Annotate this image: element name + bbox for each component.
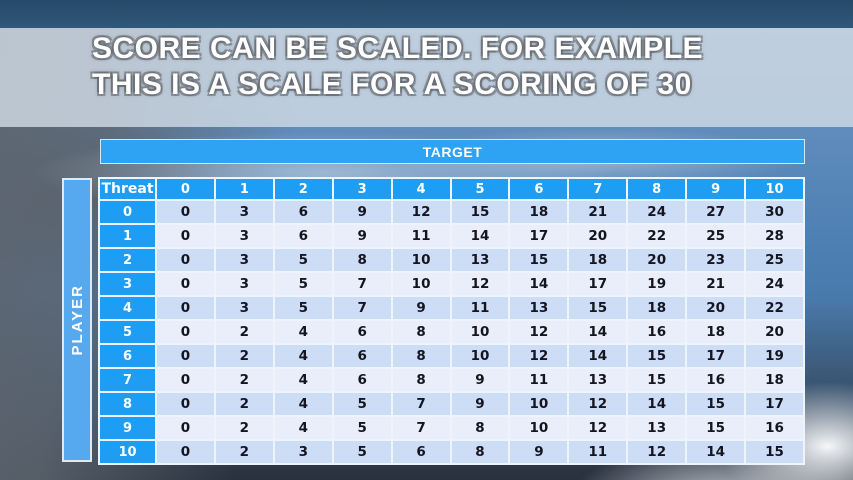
- player-header-bar: [62, 178, 92, 462]
- score-cell: 0: [156, 272, 215, 296]
- score-cell: 8: [392, 344, 451, 368]
- score-cell: 15: [509, 248, 568, 272]
- target-col-header: 2: [274, 178, 333, 200]
- target-col-header: 9: [686, 178, 745, 200]
- title-line-2: THIS IS A SCALE FOR A SCORING OF 30: [92, 68, 692, 101]
- score-cell: 2: [215, 416, 274, 440]
- score-cell: 7: [333, 272, 392, 296]
- score-cell: 22: [745, 296, 804, 320]
- score-cell: 10: [392, 248, 451, 272]
- score-row: [99, 224, 804, 248]
- score-cell: 8: [392, 368, 451, 392]
- score-cell: 10: [509, 392, 568, 416]
- score-cell: 13: [451, 248, 510, 272]
- score-cell: 7: [392, 392, 451, 416]
- score-cell: 6: [274, 200, 333, 224]
- threat-row-header: 10: [99, 440, 156, 464]
- score-cell: 2: [215, 440, 274, 464]
- score-cell: 21: [686, 272, 745, 296]
- score-cell: 4: [274, 320, 333, 344]
- score-cell: 6: [333, 320, 392, 344]
- score-cell: 14: [627, 392, 686, 416]
- target-col-header: 10: [745, 178, 804, 200]
- score-cell: 0: [156, 296, 215, 320]
- score-table-body: [99, 200, 804, 464]
- target-col-header: 1: [215, 178, 274, 200]
- score-cell: 9: [451, 392, 510, 416]
- title-band: [0, 28, 853, 127]
- score-cell: 23: [686, 248, 745, 272]
- score-cell: 12: [568, 416, 627, 440]
- score-cell: 2: [215, 344, 274, 368]
- score-cell: 0: [156, 224, 215, 248]
- score-cell: 15: [686, 392, 745, 416]
- score-cell: 8: [333, 248, 392, 272]
- score-cell: 16: [745, 416, 804, 440]
- score-table-head: [99, 178, 804, 200]
- threat-row-header: 5: [99, 320, 156, 344]
- score-cell: 12: [627, 440, 686, 464]
- score-cell: 20: [627, 248, 686, 272]
- score-cell: 24: [745, 272, 804, 296]
- score-cell: 0: [156, 416, 215, 440]
- score-cell: 6: [333, 368, 392, 392]
- score-cell: 4: [274, 416, 333, 440]
- score-cell: 12: [451, 272, 510, 296]
- threat-row-header: 4: [99, 296, 156, 320]
- score-row: [99, 320, 804, 344]
- score-cell: 15: [451, 200, 510, 224]
- score-cell: 15: [627, 368, 686, 392]
- score-cell: 13: [568, 368, 627, 392]
- score-cell: 11: [451, 296, 510, 320]
- score-cell: 6: [392, 440, 451, 464]
- score-cell: 10: [509, 416, 568, 440]
- score-cell: 9: [509, 440, 568, 464]
- score-cell: 16: [686, 368, 745, 392]
- target-col-header: 7: [568, 178, 627, 200]
- target-col-header: 3: [333, 178, 392, 200]
- score-cell: 0: [156, 320, 215, 344]
- score-cell: 10: [392, 272, 451, 296]
- score-cell: 3: [215, 200, 274, 224]
- threat-row-header: 3: [99, 272, 156, 296]
- score-cell: 17: [745, 392, 804, 416]
- target-col-header: 0: [156, 178, 215, 200]
- score-cell: 30: [745, 200, 804, 224]
- score-cell: 9: [333, 224, 392, 248]
- score-row: [99, 200, 804, 224]
- player-label: PLAYER: [68, 284, 86, 356]
- score-cell: 14: [509, 272, 568, 296]
- target-header-bar: [100, 139, 805, 164]
- score-cell: 14: [568, 344, 627, 368]
- score-cell: 18: [745, 368, 804, 392]
- threat-row-header: 7: [99, 368, 156, 392]
- score-cell: 15: [745, 440, 804, 464]
- score-cell: 5: [274, 296, 333, 320]
- score-cell: 27: [686, 200, 745, 224]
- score-cell: 0: [156, 200, 215, 224]
- target-col-header: 5: [451, 178, 510, 200]
- score-cell: 2: [215, 392, 274, 416]
- score-cell: 17: [568, 272, 627, 296]
- score-cell: 18: [686, 320, 745, 344]
- score-cell: 5: [274, 272, 333, 296]
- target-col-header: 6: [509, 178, 568, 200]
- score-cell: 13: [509, 296, 568, 320]
- score-cell: 3: [274, 440, 333, 464]
- score-row: [99, 440, 804, 464]
- score-cell: 4: [274, 344, 333, 368]
- threat-row-header: 9: [99, 416, 156, 440]
- score-cell: 20: [745, 320, 804, 344]
- score-cell: 3: [215, 224, 274, 248]
- score-cell: 19: [745, 344, 804, 368]
- score-cell: 12: [568, 392, 627, 416]
- score-cell: 9: [333, 200, 392, 224]
- score-cell: 15: [627, 344, 686, 368]
- score-cell: 7: [392, 416, 451, 440]
- score-cell: 18: [627, 296, 686, 320]
- score-cell: 19: [627, 272, 686, 296]
- score-cell: 0: [156, 344, 215, 368]
- score-cell: 12: [509, 344, 568, 368]
- score-cell: 9: [451, 368, 510, 392]
- score-cell: 3: [215, 248, 274, 272]
- score-cell: 8: [392, 320, 451, 344]
- sky-top-band: [0, 0, 853, 28]
- score-cell: 6: [274, 224, 333, 248]
- score-row: [99, 344, 804, 368]
- score-row: [99, 368, 804, 392]
- score-cell: 5: [274, 248, 333, 272]
- score-cell: 14: [686, 440, 745, 464]
- score-cell: 12: [509, 320, 568, 344]
- score-cell: 18: [509, 200, 568, 224]
- score-cell: 5: [333, 440, 392, 464]
- slide-title: [92, 31, 703, 103]
- target-label: TARGET: [422, 143, 483, 160]
- score-cell: 11: [568, 440, 627, 464]
- threat-row-header: 0: [99, 200, 156, 224]
- score-cell: 21: [568, 200, 627, 224]
- score-cell: 0: [156, 368, 215, 392]
- score-cell: 17: [509, 224, 568, 248]
- target-col-header: 8: [627, 178, 686, 200]
- score-cell: 0: [156, 440, 215, 464]
- score-cell: 11: [392, 224, 451, 248]
- score-cell: 4: [274, 392, 333, 416]
- score-cell: 2: [215, 368, 274, 392]
- score-cell: 12: [392, 200, 451, 224]
- threat-row-header: 6: [99, 344, 156, 368]
- score-cell: 28: [745, 224, 804, 248]
- score-cell: 10: [451, 344, 510, 368]
- score-cell: 14: [568, 320, 627, 344]
- score-cell: 22: [627, 224, 686, 248]
- score-cell: 25: [745, 248, 804, 272]
- score-cell: 15: [568, 296, 627, 320]
- score-cell: 0: [156, 248, 215, 272]
- score-cell: 8: [451, 440, 510, 464]
- score-cell: 4: [274, 368, 333, 392]
- score-cell: 15: [686, 416, 745, 440]
- threat-row-header: 2: [99, 248, 156, 272]
- score-cell: 8: [451, 416, 510, 440]
- score-cell: 16: [627, 320, 686, 344]
- score-cell: 5: [333, 416, 392, 440]
- score-cell: 7: [333, 296, 392, 320]
- score-cell: 6: [333, 344, 392, 368]
- score-cell: 13: [627, 416, 686, 440]
- threat-corner-cell: Threat: [99, 178, 156, 200]
- score-cell: 18: [568, 248, 627, 272]
- score-row: [99, 272, 804, 296]
- score-table: [98, 177, 805, 465]
- score-cell: 25: [686, 224, 745, 248]
- score-cell: 14: [451, 224, 510, 248]
- score-row: [99, 392, 804, 416]
- score-cell: 20: [568, 224, 627, 248]
- score-cell: 10: [451, 320, 510, 344]
- score-cell: 9: [392, 296, 451, 320]
- score-cell: 0: [156, 392, 215, 416]
- score-cell: 2: [215, 320, 274, 344]
- score-cell: 17: [686, 344, 745, 368]
- score-row: [99, 416, 804, 440]
- score-cell: 3: [215, 272, 274, 296]
- score-cell: 24: [627, 200, 686, 224]
- title-line-1: SCORE CAN BE SCALED. FOR EXAMPLE: [92, 32, 704, 65]
- score-cell: 20: [686, 296, 745, 320]
- threat-row-header: 1: [99, 224, 156, 248]
- score-cell: 11: [509, 368, 568, 392]
- score-cell: 3: [215, 296, 274, 320]
- threat-header-row: [99, 178, 804, 200]
- score-row: [99, 248, 804, 272]
- target-col-header: 4: [392, 178, 451, 200]
- score-cell: 5: [333, 392, 392, 416]
- threat-row-header: 8: [99, 392, 156, 416]
- score-row: [99, 296, 804, 320]
